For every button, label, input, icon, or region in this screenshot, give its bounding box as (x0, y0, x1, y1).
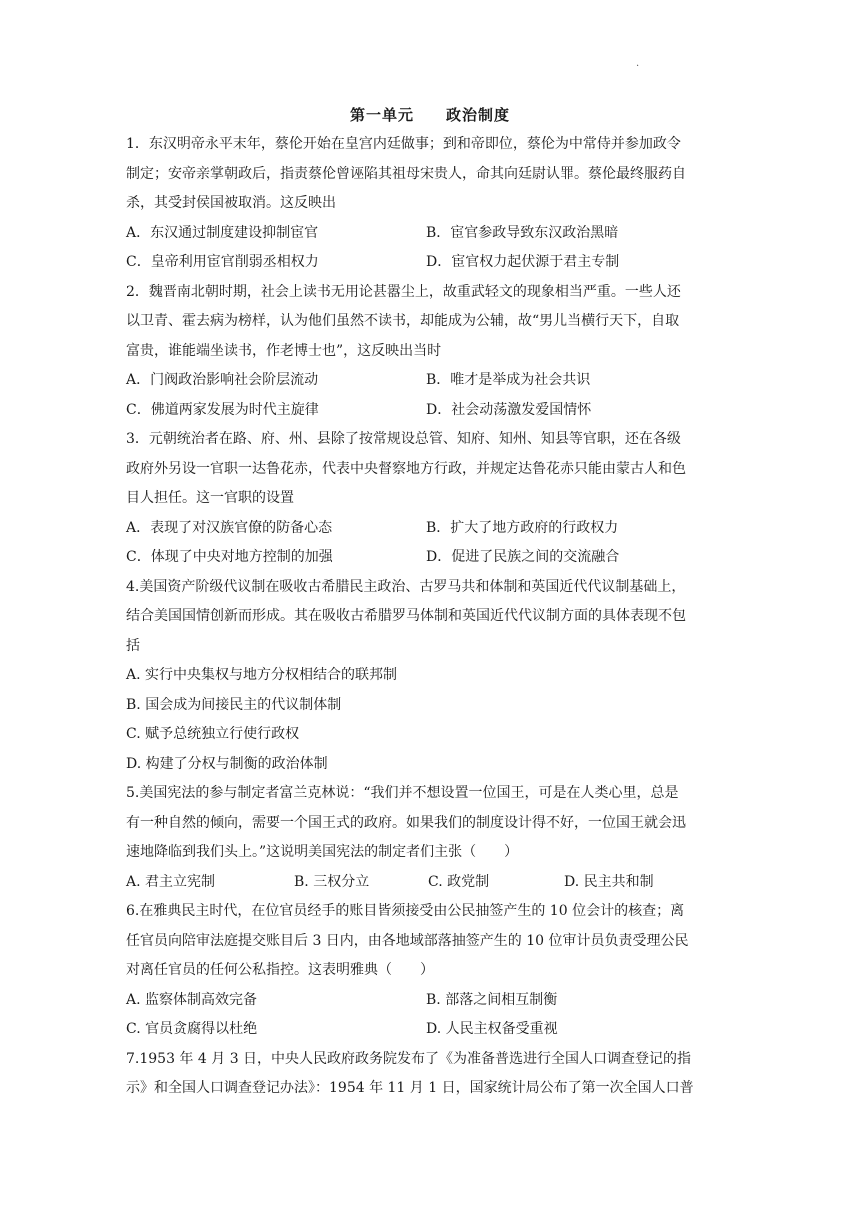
question-text-line: 7.1953 年 4 月 3 日，中央人民政府政务院发布了《为准备普选进行全国人口调查登记的指 (126, 1050, 692, 1067)
option-row (126, 986, 736, 1016)
option-b: B．宦官参政导致东汉政治黑暗 (426, 224, 619, 241)
question-text-line: 任官员向陪审法庭提交账目后 3 日内，由各地域部落抽签产生的 10 位审计员负责受理公民 (126, 932, 689, 949)
option-d: D．宦官权力起伏源于君主专制 (426, 254, 620, 270)
option-b: B．唯才是举成为社会共识 (426, 372, 591, 388)
option-c: C. 赋予总统独立行使行政权 (126, 726, 300, 742)
option-c: C. 官员贪腐得以杜绝 (126, 1021, 258, 1037)
option-d: D. 人民主权备受重视 (426, 1021, 558, 1037)
option-b: B．扩大了地方政府的行政权力 (426, 519, 619, 536)
option-a: A. 监察体制高效完备 (126, 991, 258, 1008)
question-text-line: 速地降临到我们头上。”这说明美国宪法的制定者们主张（ ） (126, 844, 519, 860)
option-a: A．表现了对汉族官僚的防备心态 (126, 519, 333, 536)
question-1 (126, 130, 736, 278)
option-c: C．皇帝利用宦官削弱丞相权力 (126, 254, 319, 270)
question-text-line: 4.美国资产阶级代议制在吸收古希腊民主政治、古罗马共和体制和英国近代代议制基础上， (126, 578, 686, 595)
question-text-line: 以卫青、霍去病为榜样，认为他们虽然不读书，却能成为公辅，故“男儿当横行天下，自取 (126, 313, 680, 329)
question-text-line: 目人担任。这一官职的设置 (126, 490, 294, 506)
option-d: D. 构建了分权与制衡的政治体制 (126, 755, 328, 772)
option-row (126, 366, 736, 396)
option-a: A. 实行中央集权与地方分权相结合的联邦制 (126, 667, 398, 683)
option-row (126, 1015, 736, 1045)
option-d: D. 民主共和制 (564, 873, 654, 890)
question-list (126, 130, 736, 1104)
option-a: A．门阀政治影响社会阶层流动 (126, 372, 319, 388)
option-row (126, 396, 736, 426)
question-text-line: 括 (126, 637, 140, 654)
question-2 (126, 278, 736, 426)
question-text-line: 有一种自然的倾向，需要一个国王式的政府。如果我们的制度设计得不好，一位国王就会迅 (126, 814, 686, 831)
question-text-line: 政府外另设一官职一达鲁花赤，代表中央督察地方行政，并规定达鲁花赤只能由蒙古人和色 (126, 460, 686, 477)
option-c: C．佛道两家发展为时代主旋律 (126, 401, 319, 418)
question-text-line: 制定；安帝亲掌朝政后，指责蔡伦曾诬陷其祖母宋贵人，命其向廷尉认罪。蔡伦最终服药自 (126, 165, 686, 182)
question-text-line: 对离任官员的任何公私指控。这表明雅典（ ） (126, 962, 434, 978)
question-6 (126, 897, 736, 1045)
question-text-line: 富贵，谁能端坐读书，作老博士也”，这反映出当时 (126, 342, 442, 359)
question-4 (126, 573, 736, 780)
option-b: B. 国会成为间接民主的代议制体制 (126, 696, 342, 713)
option-a: A．东汉通过制度建设抑制宦官 (126, 224, 319, 241)
question-text-line: 6.在雅典民主时代，在位官员经手的账目皆须接受由公民抽签产生的 10 位会计的核查；离 (126, 903, 685, 919)
option-a: A. 君主立宪制 (126, 873, 216, 890)
option-row (126, 219, 736, 249)
question-text-line: 示》和全国人口调查登记办法》：1954 年 11 月 1 日，国家统计局公布了第一次全国人口普 (126, 1080, 694, 1096)
option-c: C. 政党制 (428, 873, 490, 890)
question-text-line: 2．魏晋南北朝时期，社会上读书无用论甚嚣尘上，故重武轻文的现象相当严重。一些人还 (126, 283, 681, 300)
option-row (126, 543, 736, 573)
question-text-line: 5.美国宪法的参与制定者富兰克林说：“我们并不想设置一位国王，可是在人类心里，总是 (126, 785, 679, 801)
header-mark: . (636, 58, 640, 69)
option-c: C．体现了中央对地方控制的加强 (126, 549, 333, 565)
question-text-line: 1．东汉明帝永平末年，蔡伦开始在皇宫内廷做事；到和帝即位，蔡伦为中常侍并参加政令 (126, 136, 681, 152)
option-row (126, 514, 736, 544)
question-text-line: 杀，其受封侯国被取消。这反映出 (126, 195, 336, 211)
question-text-line: 结合美国国情创新而形成。其在吸收古希腊罗马体制和英国近代代议制方面的具体表现不包 (126, 608, 686, 624)
option-row (126, 868, 736, 898)
option-b: B. 部落之间相互制衡 (426, 991, 558, 1008)
option-row (126, 248, 736, 278)
option-d: D．社会动荡激发爱国情怀 (426, 401, 592, 418)
question-7 (126, 1045, 736, 1104)
question-5 (126, 779, 736, 897)
option-d: D．促进了民族之间的交流融合 (426, 549, 620, 565)
question-3 (126, 425, 736, 573)
option-b: B. 三权分立 (294, 873, 370, 890)
page-title: 第一单元 政治制度 (349, 106, 510, 124)
question-text-line: 3．元朝统治者在路、府、州、县除了按常规设总管、知府、知州、知县等官职，还在各级 (126, 431, 681, 447)
